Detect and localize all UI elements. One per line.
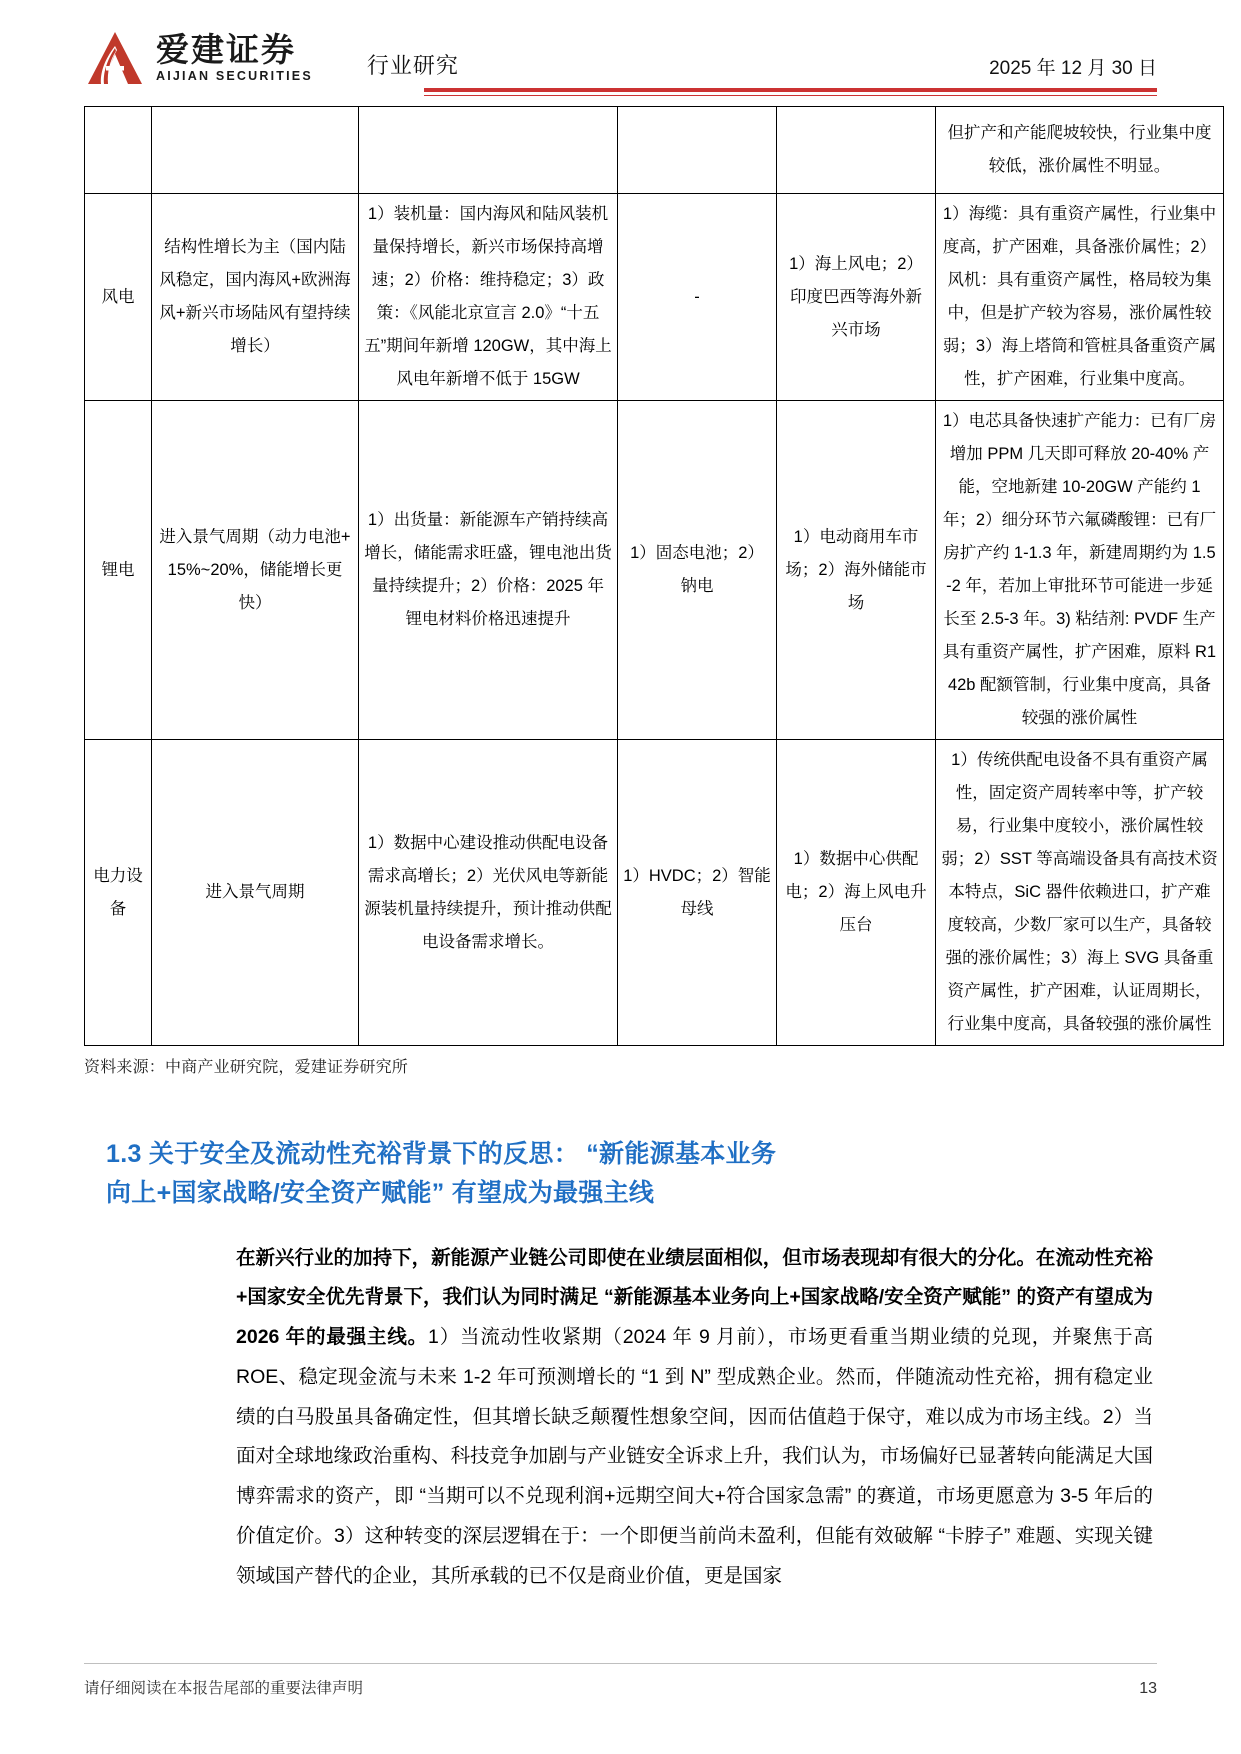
cell-growth — [152, 107, 359, 194]
header-divider — [424, 88, 1157, 92]
table-source-note: 资料来源：中商产业研究院，爱建证券研究所 — [84, 1059, 409, 1076]
table-row — [85, 107, 1224, 194]
cell-newmarket: 1）电动商用车市场；2）海外储能市场 — [777, 401, 936, 740]
cell-assets: 1）电芯具备快速扩产能力：已有厂房增加 PPM 几天即可释放 20-40% 产能，空地新建 10-20GW 产能约 1 年；2）细分环节六氟磷酸锂：已有厂房扩产约 1-1.3 年，新建周期约为 1.5-2 年，若加上审批环节可能进一步延长至 2.5-3 年。3) 粘结剂: PVDF 生产具有重资产属性，扩产困难，原料 R142b 配额管制，行业集中度高，具备较强的涨价属性 — [936, 401, 1224, 740]
cell-assets: 1）海缆：具有重资产属性，行业集中度高，扩产困难，具备涨价属性；2）风机：具有重资产属性，格局较为集中，但是扩产较为容易，涨价属性较弱；3）海上塔筒和管桩具备重资产属性，扩产困难，行业集中度高。 — [936, 194, 1224, 401]
table-row — [85, 401, 1224, 740]
footer-disclaimer: 请仔细阅读在本报告尾部的重要法律声明 — [84, 1680, 364, 1697]
cell-assets-continued: 但扩产和产能爬坡较快，行业集中度较低，涨价属性不明显。 — [936, 107, 1224, 194]
body-paragraph — [236, 1239, 1153, 1597]
brand-name-en: AIJIAN SECURITIES — [156, 69, 313, 84]
cell-newtech: - — [618, 194, 777, 401]
cell-sector: 电力设备 — [85, 740, 152, 1046]
cell-newmarket — [777, 107, 936, 194]
cell-drivers: 1）装机量：国内海风和陆风装机量保持增长，新兴市场保持高增速；2）价格：维持稳定；3）政策：《风能北京宣言 2.0》“十五五”期间年新增 120GW，其中海上风电年新增不低于 15GW — [359, 194, 618, 401]
industry-matrix-table — [84, 106, 1224, 1046]
cell-growth: 进入景气周期 — [152, 740, 359, 1046]
page-header — [84, 0, 1157, 92]
cell-newtech — [618, 107, 777, 194]
table-row — [85, 740, 1224, 1046]
cell-assets: 1）传统供配电设备不具有重资产属性，固定资产周转率中等，扩产较易，行业集中度较小，涨价属性较弱；2）SST 等高端设备具有高技术资本特点，SiC 器件依赖进口，扩产难度较高，少数厂家可以生产，具备较强的涨价属性；3）海上 SVG 具备重资产属性，扩产困难，认证周期长，行业集中度高，具备较强的涨价属性 — [936, 740, 1224, 1046]
section-heading-line1: 1.3 关于安全及流动性充裕背景下的反思： “新能源基本业务 — [106, 1140, 777, 1168]
brand-text — [156, 30, 313, 84]
section-heading-line2: 向上+国家战略/安全资产赋能” 有望成为最强主线 — [106, 1178, 655, 1207]
header-divider-thin — [424, 95, 1157, 97]
cell-newtech: 1）HVDC；2）智能母线 — [618, 740, 777, 1046]
cell-sector: 锂电 — [85, 401, 152, 740]
cell-sector: 风电 — [85, 194, 152, 401]
cell-growth: 进入景气周期（动力电池+15%~20%，储能增长更快） — [152, 401, 359, 740]
aijian-logo-icon — [84, 30, 146, 86]
page-number: 13 — [1139, 1680, 1157, 1697]
cell-drivers: 1）数据中心建设推动供配电设备需求高增长；2）光伏风电等新能源装机量持续提升，预计推动供配电设备需求增长。 — [359, 740, 618, 1046]
cell-drivers: 1）出货量：新能源车产销持续高增长，储能需求旺盛，锂电池出货量持续提升；2）价格：2025 年锂电材料价格迅速提升 — [359, 401, 618, 740]
cell-sector — [85, 107, 152, 194]
body-rest: 1）当流动性收紧期（2024 年 9 月前），市场更看重当期业绩的兑现，并聚焦于高 ROE、稳定现金流与未来 1-2 年可预测增长的 “1 到 N” 型成熟企业。然而，伴随流动性充裕，拥有稳定业绩的白马股虽具备确定性，但其增长缺乏颠覆性想象空间，因而估值趋于保守，难以成为市场主线。2）当面对全球地缘政治重构、科技竞争加剧与产业链安全诉求上升，我们认为，市场偏好已显著转向能满足大国博弈需求的资产，即 “当期可以不兑现利润+远期空间大+符合国家急需” 的赛道，市场更愿意为 3-5 年后的价值定价。3）这种转变的深层逻辑在于：一个即便当前尚未盈利，但能有效破解 “卡脖子” 难题、实现关键领域国产替代的企业，其所承载的已不仅是商业价值，更是国家 — [236, 1326, 1153, 1587]
page-footer — [84, 1663, 1157, 1698]
header-title: 行业研究 — [366, 53, 459, 78]
brand-block — [84, 30, 313, 86]
cell-newmarket: 1）数据中心供配电；2）海上风电升压台 — [777, 740, 936, 1046]
cell-newtech: 1）固态电池；2）钠电 — [618, 401, 777, 740]
brand-name-cn: 爱建证券 — [156, 30, 296, 70]
footer-divider — [84, 1663, 1157, 1664]
body-lead-bold: 在新兴行业的加持下，新能源产业链公司即使在业绩层面相似，但市场表现却有很大的分化。在流动性充裕+国家安全优先背景下，我们认为同时满足 “新能源基本业务向上+国家战略/安全资产赋能” 的资产有望成为 2026 年的最强主线。 — [236, 1246, 1153, 1349]
cell-newmarket: 1）海上风电；2）印度巴西等海外新兴市场 — [777, 194, 936, 401]
cell-growth: 结构性增长为主（国内陆风稳定，国内海风+欧洲海风+新兴市场陆风有望持续增长） — [152, 194, 359, 401]
section-heading — [106, 1135, 1151, 1213]
header-date: 2025 年 12 月 30 日 — [989, 58, 1157, 79]
table-row — [85, 194, 1224, 401]
cell-drivers — [359, 107, 618, 194]
